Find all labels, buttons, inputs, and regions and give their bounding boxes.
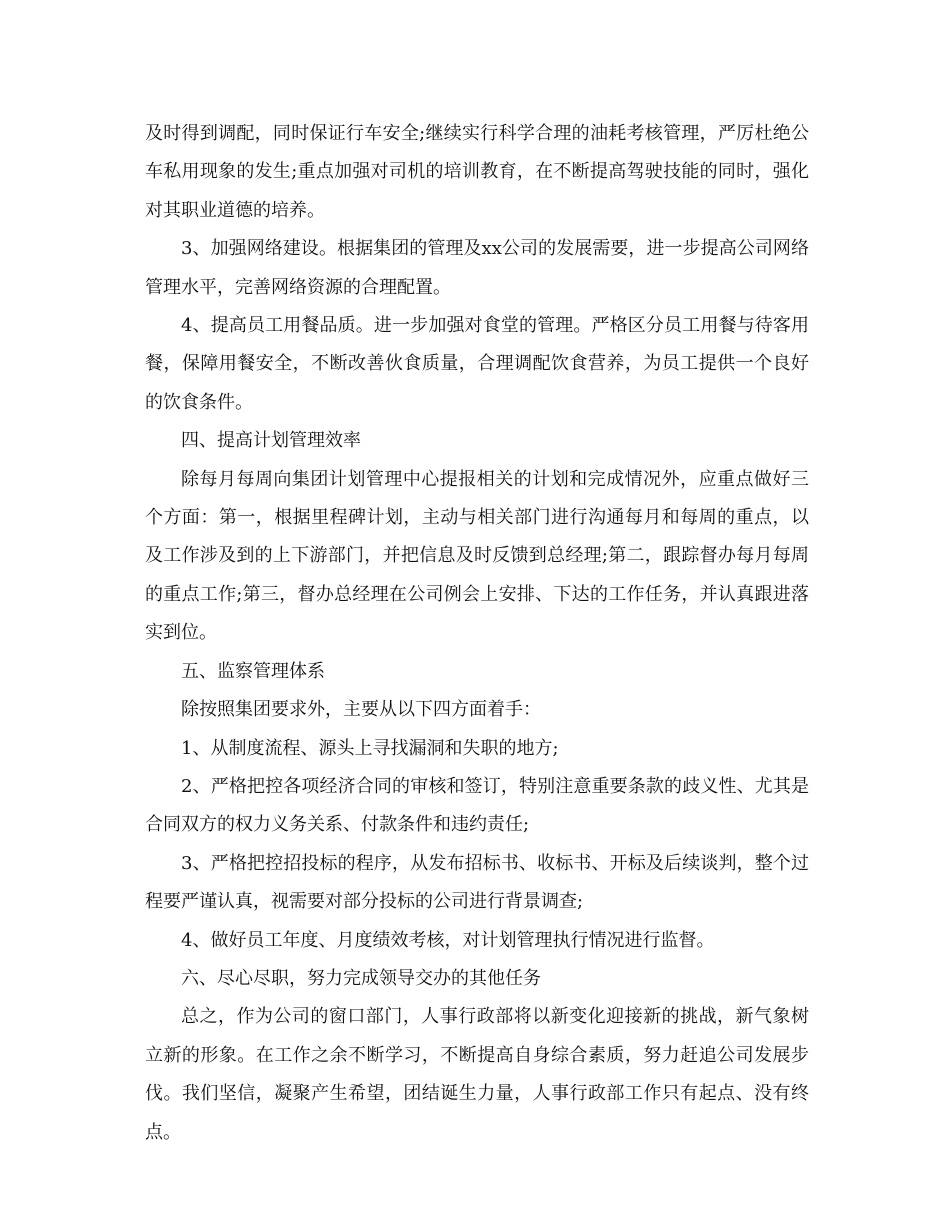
section-heading-supervision: 五、监察管理体系 bbox=[181, 660, 325, 682]
section-heading-plan-management: 四、提高计划管理效率 bbox=[181, 430, 361, 452]
list-item-supervision-2: 2、严格把控各项经济合同的审核和签订，特别注意重要条款的歧义性、尤其是合同双方的权力义务关系、付款条件和违约责任; bbox=[145, 775, 809, 836]
paragraph-vehicle-management: 及时得到调配，同时保证行车安全;继续实行科学合理的油耗考核管理，严厉杜绝公车私用现象的发生;重点加强对司机的培训教育，在不断提高驾驶技能的同时，强化对其职业道德的培养。 bbox=[145, 123, 809, 221]
paragraph-staff-meals: 4、提高员工用餐品质。进一步加强对食堂的管理。严格区分员工用餐与待客用餐，保障用餐安全，不断改善伙食质量，合理调配饮食营养，为员工提供一个良好的饮食条件。 bbox=[145, 315, 809, 413]
paragraph-plan-management: 除每月每周向集团计划管理中心提报相关的计划和完成情况外，应重点做好三个方面：第一，根据里程碑计划，主动与相关部门进行沟通每月和每周的重点，以及工作涉及到的上下游部门，并把信息及时反馈到总经理;第二，跟踪督办每月每周的重点工作;第三，督办总经理在公司例会上安排、下达的工作任务，并认真跟进落实到位。 bbox=[145, 468, 809, 644]
list-item-supervision-3: 3、严格把控招投标的程序，从发布招标书、收标书、开标及后续谈判，整个过程要严谨认真，视需要对部分投标的公司进行背景调查; bbox=[145, 852, 809, 913]
list-item-supervision-1: 1、从制度流程、源头上寻找漏洞和失职的地方; bbox=[181, 737, 559, 759]
paragraph-network-construction: 3、加强网络建设。根据集团的管理及xx公司的发展需要，进一步提高公司网络管理水平，完善网络资源的合理配置。 bbox=[145, 238, 809, 298]
section-heading-other-tasks: 六、尽心尽职，努力完成领导交办的其他任务 bbox=[181, 967, 541, 989]
document-page bbox=[145, 115, 809, 1152]
list-item-supervision-4: 4、做好员工年度、月度绩效考核，对计划管理执行情况进行监督。 bbox=[181, 929, 715, 951]
paragraph-conclusion: 总之，作为公司的窗口部门，人事行政部将以新变化迎接新的挑战，新气象树立新的形象。在工作之余不断学习，不断提高自身综合素质，努力赶追公司发展步伐。我们坚信，凝聚产生希望，团结诞生力量，人事行政部工作只有起点、没有终点。 bbox=[145, 1006, 809, 1143]
paragraph-supervision-intro: 除按照集团要求外，主要从以下四方面着手： bbox=[181, 699, 541, 721]
